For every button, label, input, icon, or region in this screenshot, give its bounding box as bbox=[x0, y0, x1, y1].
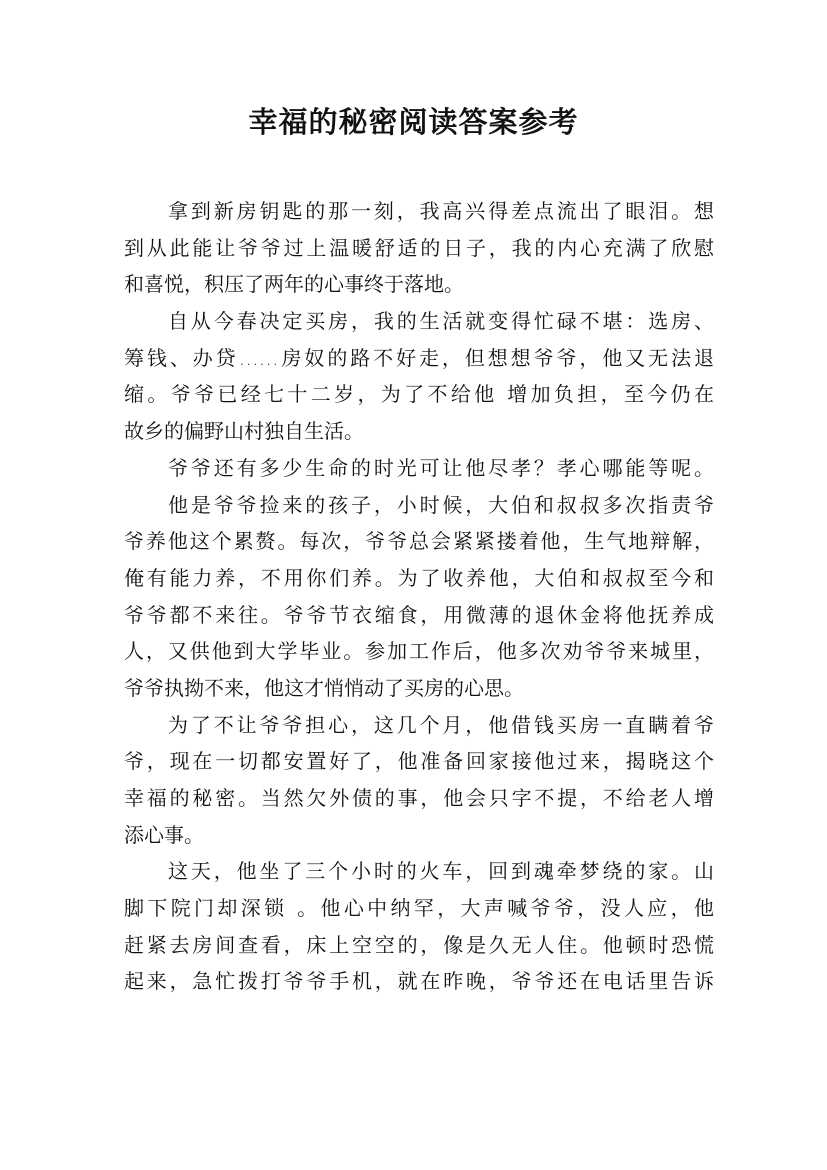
article-body bbox=[124, 193, 714, 1000]
text-line: 爷养他这个累赘。每次，爷爷总会紧紧搂着他，生气地辩解， bbox=[124, 529, 714, 554]
text-line: 爷爷都不来往。爷爷节衣缩食，用微薄的退休金将他抚养成 bbox=[124, 602, 714, 627]
text-line: 自从今春决定买房，我的生活就变得忙碌不堪：选房、 bbox=[168, 309, 714, 334]
text-line: 筹钱、办贷……房奴的路不好走，但想想爷爷，他又无法退 bbox=[124, 345, 714, 370]
text-line: 到从此能让爷爷过上温暖舒适的日子，我的内心充满了欣慰 bbox=[124, 235, 714, 260]
text-line: 爷爷还有多少生命的时光可让他尽孝？孝心哪能等呢。 bbox=[168, 455, 714, 480]
text-line: 缩。爷爷已经七十二岁，为了不给他 增加负担，至今仍在 bbox=[124, 382, 714, 407]
text-line: 人，又供他到大学毕业。参加工作后，他多次劝爷爷来城里， bbox=[124, 639, 714, 664]
text-line: 爷爷执拗不来，他这才悄悄动了买房的心思。 bbox=[124, 675, 524, 700]
text-line: 起来，急忙拨打爷爷手机，就在昨晚，爷爷还在电话里告诉 bbox=[124, 969, 714, 994]
text-line: 这天，他坐了三个小时的火车，回到魂牵梦绕的家。山 bbox=[168, 859, 714, 884]
text-line: 俺有能力养，不用你们养。为了收养他，大伯和叔叔至今和 bbox=[124, 565, 714, 590]
text-line: 脚下院门却深锁 。他心中纳罕，大声喊爷爷，没人应，他 bbox=[124, 896, 714, 921]
text-line: 和喜悦，积压了两年的心事终于落地。 bbox=[124, 272, 464, 297]
text-line: 爷，现在一切都安置好了，他准备回家接他过来，揭晓这个 bbox=[124, 749, 714, 774]
document-title: 幸福的秘密阅读答案参考 bbox=[248, 105, 579, 139]
text-line: 添心事。 bbox=[124, 822, 204, 847]
text-line: 幸福的秘密。当然欠外债的事，他会只字不提，不给老人增 bbox=[124, 786, 714, 810]
text-line: 拿到新房钥匙的那一刻，我高兴得差点流出了眼泪。想 bbox=[168, 199, 714, 223]
text-line: 故乡的偏野山村独自生活。 bbox=[124, 419, 364, 444]
text-line: 为了不让爷爷担心，这几个月，他借钱买房一直瞒着爷 bbox=[168, 712, 714, 737]
text-line: 赶紧去房间查看，床上空空的，像是久无人住。他顿时恐慌 bbox=[124, 932, 714, 957]
text-line: 他是爷爷捡来的孩子，小时候，大伯和叔叔多次指责爷 bbox=[168, 492, 714, 517]
